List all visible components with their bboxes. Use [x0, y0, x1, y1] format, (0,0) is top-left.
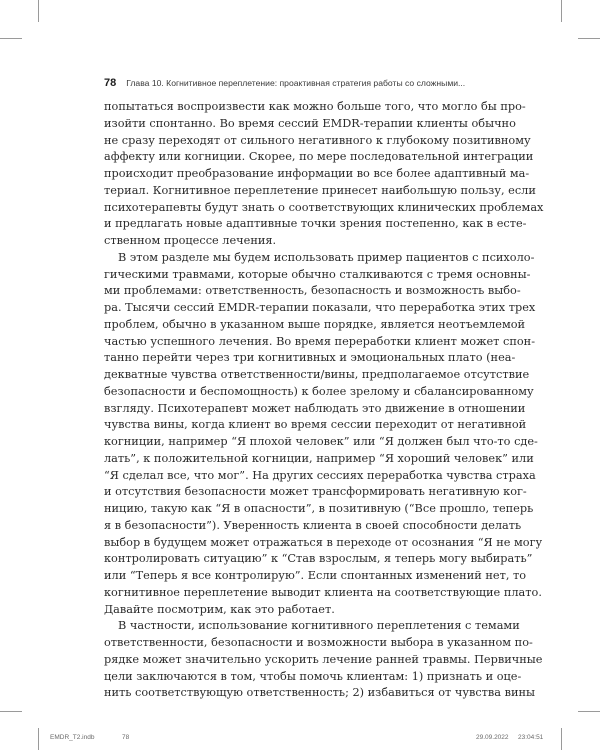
text-line: цели заключаются в том, чтобы помочь клиентам: 1) признать и оце- — [104, 669, 522, 683]
text-line: ответственности, безопасности и возможности выбора в указанном по- — [104, 636, 533, 649]
text-line: происходит преобразование информации во все более адаптивный ма- — [104, 167, 530, 180]
text-line: выбор в будущем может отражаться в переходе от осознания “Я не могу — [104, 535, 543, 549]
text-line: когниции, например “Я плохой человек” или “Я должен был что-то сде- — [104, 435, 538, 448]
chapter-title: Глава 10. Когнитивное переплетение: проактивная стратегия работы со сложными... — [126, 78, 466, 88]
crop-mark-top-left-v — [38, 0, 39, 22]
crop-mark-top-right-v — [561, 0, 562, 22]
text-line: психотерапевты будут знать о соответствующих клинических проблемах — [104, 200, 544, 214]
crop-mark-top-right-h — [578, 38, 600, 39]
footer-page: 78 — [122, 734, 130, 741]
paragraph — [104, 250, 543, 619]
text-line: контролировать ситуацию” к “Став взрослым, я теперь могу выбирать” — [104, 552, 533, 566]
text-line: ственном процессе лечения. — [104, 234, 277, 247]
text-line: или “Теперь я все контролирую”. Если спонтанных изменений нет, то — [104, 569, 527, 582]
paragraph — [104, 618, 543, 702]
footer-time: 23:04:51 — [518, 734, 544, 741]
crop-mark-bottom-right-v — [561, 728, 562, 750]
text-line: проблем, обычно в указанном выше порядке, является неотъемлемой — [104, 317, 526, 331]
text-line: не сразу переходят от сильного негативного к глубокому позитивному — [104, 133, 531, 147]
text-line: взгляду. Психотерапевт может наблюдать это движение в отношении — [104, 401, 526, 415]
crop-mark-bottom-right-h — [578, 711, 600, 712]
text-line: декватные чувства ответственности/вины, предполагаемое отсутствие — [104, 368, 530, 381]
text-line: нить соответствующую ответственность; 2) избавиться от чувства вины — [104, 686, 536, 700]
text-line: изойти спонтанно. Во время сессий EMDR-терапии клиенты обычно — [104, 116, 516, 130]
footer-date: 29.09.2022 — [476, 734, 509, 741]
page-number: 78 — [104, 77, 117, 89]
text-line: попытаться воспроизвести как можно больше того, что могло бы про- — [104, 100, 526, 113]
text-line: танно перейти через три когнитивных и эмоциональных плато (неа- — [104, 351, 516, 365]
crop-mark-top-left-h — [0, 38, 22, 39]
text-line: ми проблемами: ответственность, безопасность и возможность выбо- — [104, 284, 521, 298]
text-line: аффекту или когниции. Скорее, по мере последовательной интеграции — [104, 150, 534, 164]
text-line: я в безопасности”). Уверенность клиента в своей способности делать — [104, 518, 522, 532]
text-line: гическими травмами, которые обычно сталкиваются с тремя основны- — [104, 267, 531, 281]
text-line: териал. Когнитивное переплетение принесет наибольшую пользу, если — [104, 183, 536, 197]
text-line: лать”, к положительной когниции, например “Я хороший человек” или — [104, 451, 534, 465]
crop-mark-bottom-left-v — [38, 728, 39, 750]
text-line: рядке может значительно ускорить лечение ранней травмы. Первичные — [104, 652, 543, 666]
text-line: и отсутствия безопасности может трансформировать негативную ког- — [104, 485, 527, 499]
text-line: безопасности и беспомощность) к более зрелому и сбалансированному — [104, 384, 534, 398]
text-line: и предлагать новые адаптивные точки зрения постепенно, как в есте- — [104, 217, 527, 231]
paragraph — [104, 99, 544, 250]
text-line: когнитивное переплетение выводит клиента на соответствующие плато. — [104, 585, 542, 599]
text-line: “Я сделал все, что мог”. На других сессиях переработка чувства страха — [104, 468, 536, 482]
footer-file-name: EMDR_T2.indb — [50, 734, 95, 741]
text-line: чувства вины, когда клиент во время сессии переходит от негативной — [104, 418, 527, 432]
body-text — [104, 99, 544, 702]
text-line: ницию, такую как “Я в опасности”, в позитивную (“Все прошло, теперь — [104, 502, 534, 515]
text-line: частью успешного лечения. Во время переработки клиент может спон- — [104, 334, 536, 348]
text-line: Давайте посмотрим, как это работает. — [104, 602, 335, 616]
crop-mark-bottom-left-h — [0, 711, 22, 712]
text-line: В частности, использование когнитивного переплетения с темами — [118, 619, 520, 633]
running-head — [104, 77, 504, 89]
text-line: ра. Тысячи сессий EMDR-терапии показали, что переработка этих трех — [104, 301, 536, 314]
text-line: В этом разделе мы будем использовать пример пациентов с психоло- — [118, 250, 535, 264]
